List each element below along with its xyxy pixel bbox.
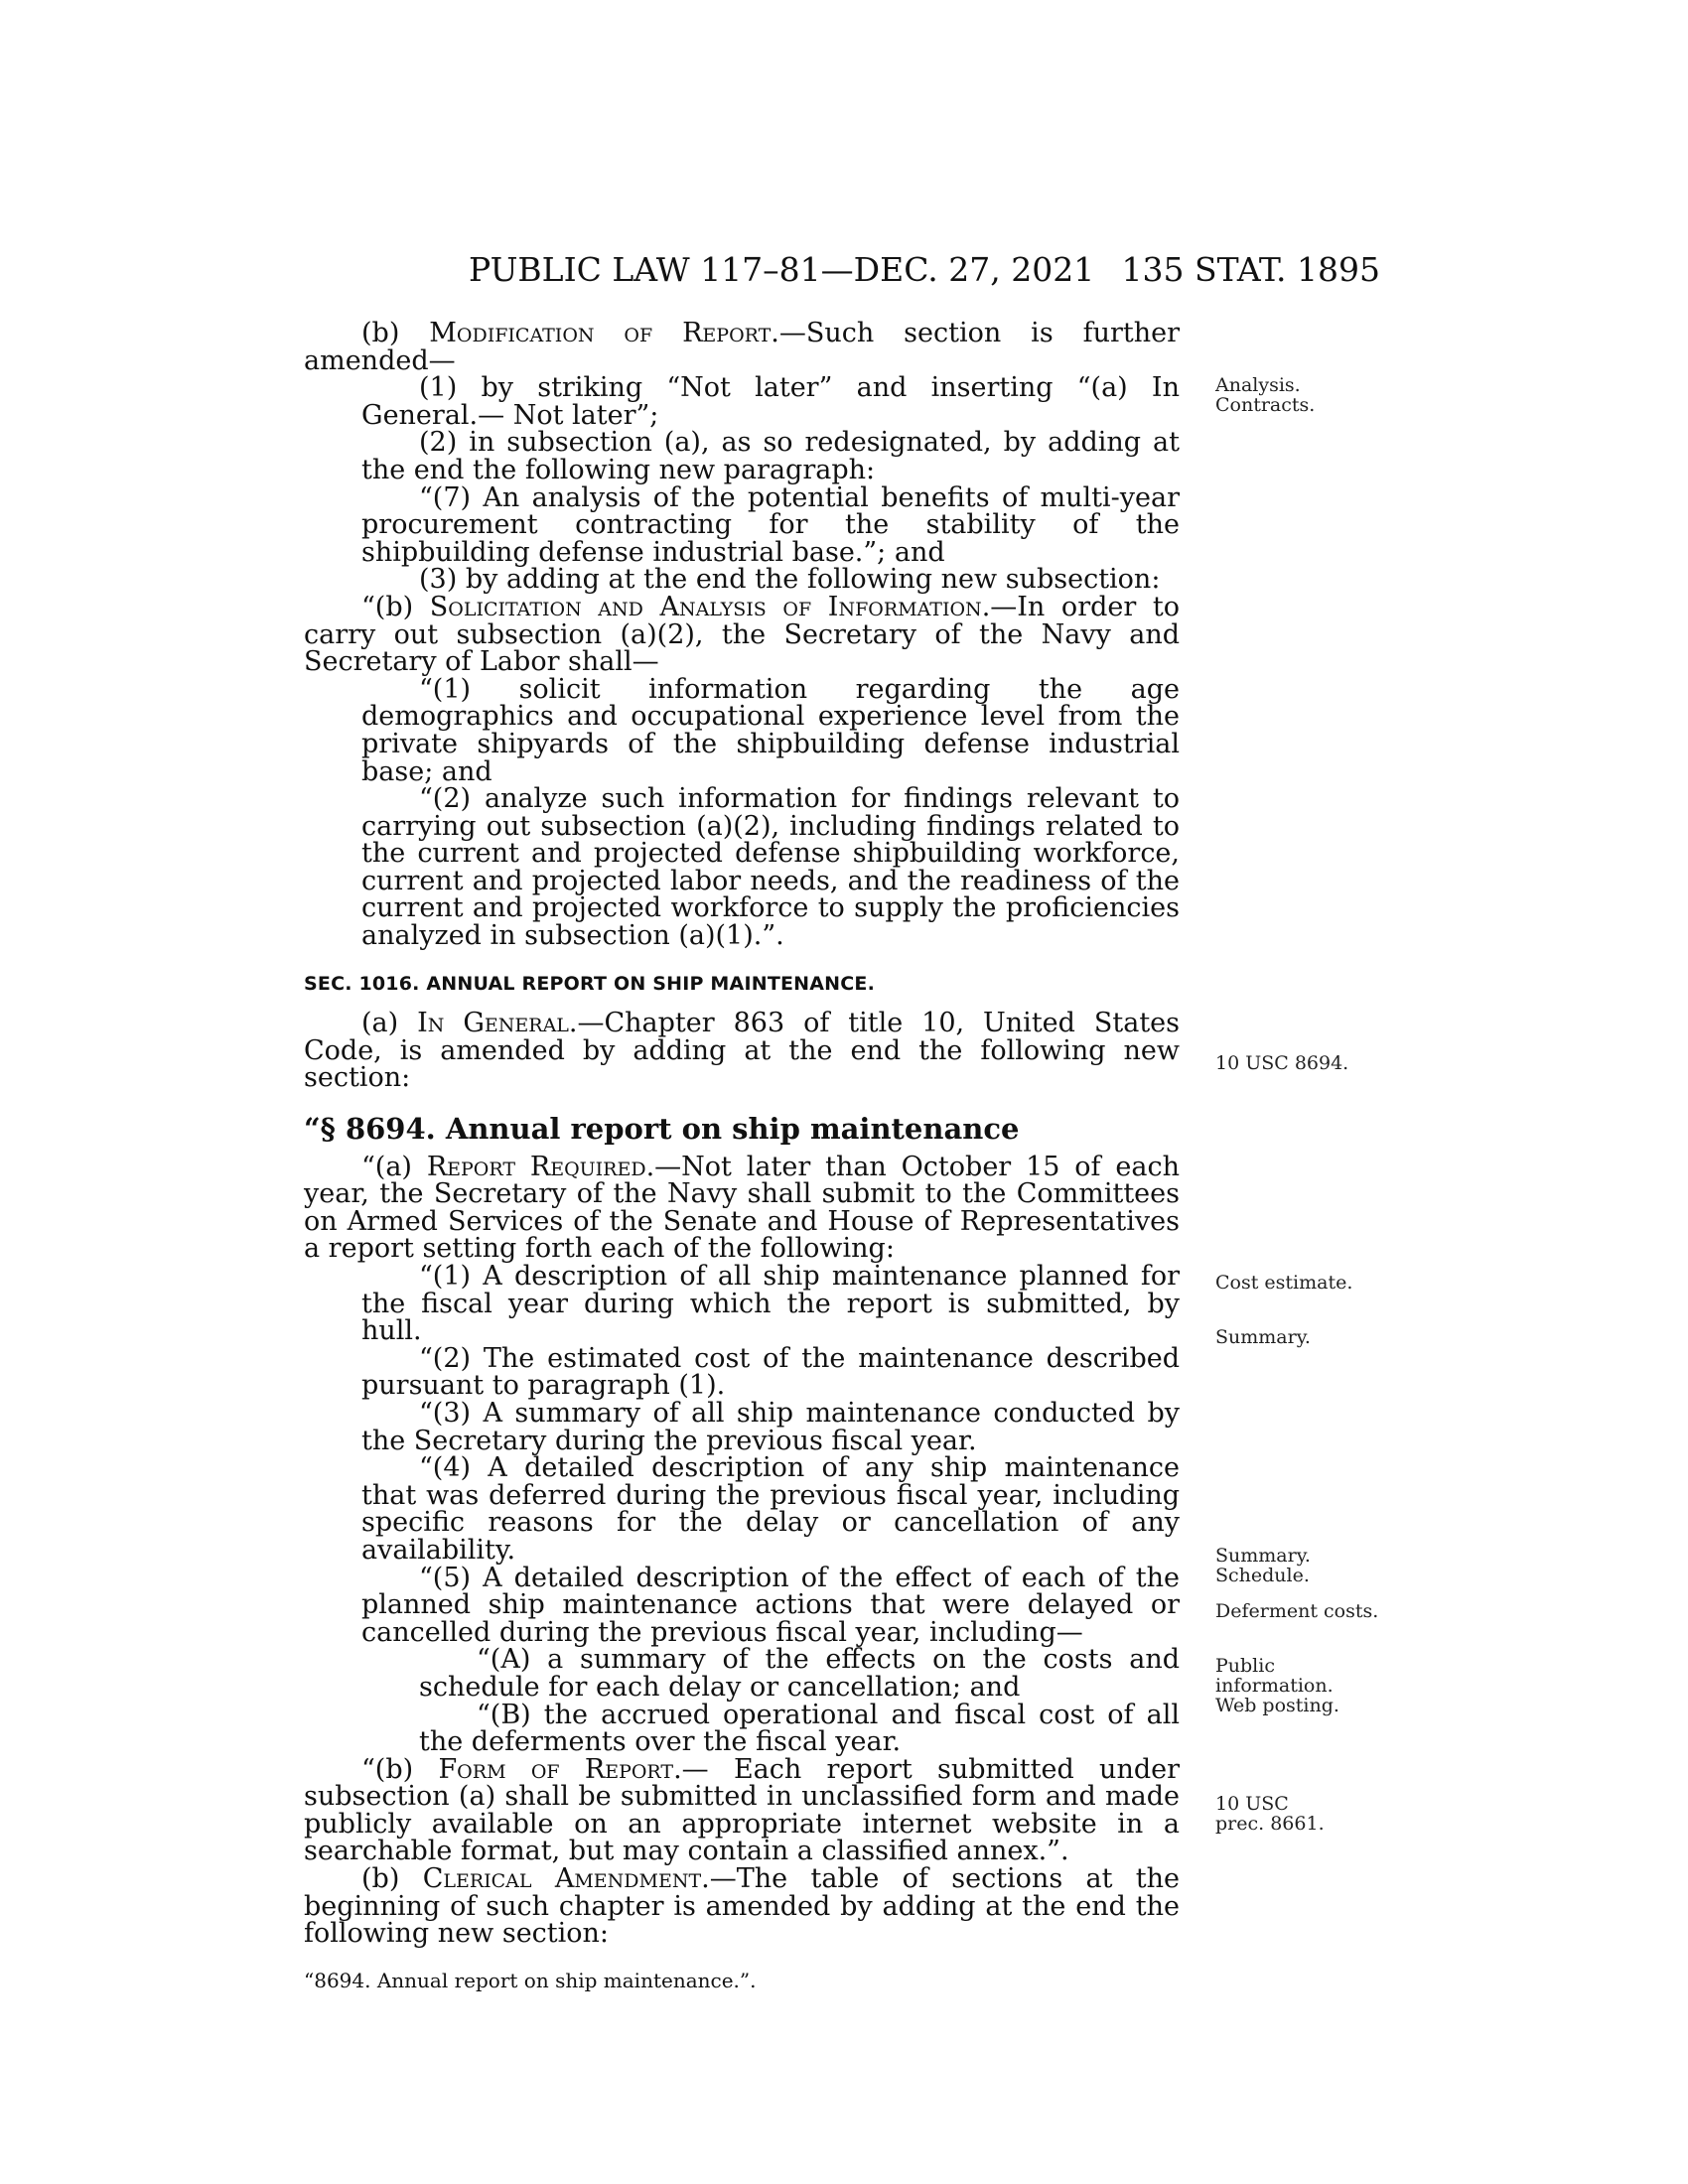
report-item-1: “(1) A description of all ship maintenance planned for the fiscal year during which the report is submitted, by hull. (361, 1261, 1180, 1347)
paragraph-a-general: (a) In General.—Chapter 863 of title 10, United States Code, is amended by adding at the end the following new section: (304, 1008, 1180, 1094)
margin-note-summary: Summary. (1215, 1326, 1311, 1348)
margin-note-web-posting: Web posting. (1215, 1695, 1339, 1716)
margin-note-public: Public (1215, 1655, 1275, 1677)
report-item-3: “(3) A summary of all ship maintenance conducted by the Secretary during the previous fiscal year. (361, 1397, 1180, 1456)
heading-modification-of-report: Modification of Report (429, 318, 772, 348)
quoted-b-1: “(1) solicit information regarding the age demographics and occupational experience level from the private shipyards of the shipbuilding defense industrial base; and (361, 673, 1180, 787)
quoted-b-2: “(2) analyze such information for findings relevant to carrying out subsection (a)(2), including findings related to the current and projected defense shipbuilding workforce, current and projected labor needs, and the readiness of the current and projected workforce to supply the proficiencies analyzed in subsection (a)(1).”. (361, 783, 1180, 952)
quoted-subsection-b: “(b) Solicitation and Analysis of Information.—In order to carry out subsection (a)(2), the Secretary of the Navy and Secretary of Labor shall— (304, 591, 1180, 678)
margin-note-usc-8694: 10 USC 8694. (1215, 1052, 1349, 1074)
heading-solicitation: Solicitation and Analysis of Information (429, 591, 982, 622)
heading-report-required: Report Required (426, 1151, 646, 1182)
margin-note-analysis: Analysis. (1215, 374, 1301, 396)
heading-clerical-amendment: Clerical Amendment (422, 1863, 702, 1895)
heading-form-of-report: Form of Report (438, 1753, 674, 1785)
running-head-title: PUBLIC LAW 117–81—DEC. 27, 2021 (469, 250, 1095, 289)
item-3: (3) by adding at the end the following new subsection: (419, 564, 1161, 596)
margin-note-10-usc: 10 USC (1215, 1793, 1289, 1815)
report-item-2: “(2) The estimated cost of the maintenance described pursuant to paragraph (1). (361, 1342, 1180, 1402)
form-of-report: “(b) Form of Report.— Each report submitted under subsection (a) shall be submitted in unclassified form and made publicly available on an appropriate internet website in a searchable format, but may contain a classified annex.”. (304, 1753, 1180, 1867)
quoted-paragraph-7: “(7) An analysis of the potential benefits of multi-year procurement contracting for the stability of the shipbuilding defense industrial base.”; and (361, 481, 1180, 568)
report-item-B: “(B) the accrued operational and fiscal cost of all the deferments over the fiscal year. (419, 1699, 1180, 1758)
new-section-title: “§ 8694. Annual report on ship maintenance (304, 1112, 1020, 1147)
document-body (304, 320, 1180, 1994)
page-number: 135 STAT. 1895 (1121, 250, 1380, 289)
table-of-sections-entry: “8694. Annual report on ship maintenance.”. (304, 1968, 757, 1992)
margin-note-cost-estimate: Cost estimate. (1215, 1272, 1353, 1294)
item-2: (2) in subsection (a), as so redesignated, by adding at the end the following new paragraph: (361, 427, 1180, 485)
section-heading: SEC. 1016. ANNUAL REPORT ON SHIP MAINTENANCE. (304, 972, 876, 995)
report-item-4: “(4) A detailed description of any ship maintenance that was deferred during the previous fiscal year, including specific reasons for the delay or cancellation of any availability. (361, 1452, 1180, 1566)
heading-in-general: In General (417, 1008, 569, 1039)
margin-note-summary-2: Summary. (1215, 1545, 1311, 1567)
margin-note-deferment-costs: Deferment costs. (1215, 1600, 1379, 1622)
margin-note-prec: prec. 8661. (1215, 1813, 1325, 1835)
report-item-A: “(A) a summary of the effects on the costs and schedule for each delay or cancellation; and (419, 1644, 1180, 1703)
report-required: “(a) Report Required.—Not later than October 15 of each year, the Secretary of the Navy shall submit to the Committees on Armed Services of the Senate and House of Representatives a report setting forth each of the following: (304, 1151, 1180, 1265)
paragraph-b-modification: (b) Modification of Report.—Such section is further amended— (304, 318, 1180, 376)
clerical-amendment: (b) Clerical Amendment.—The table of sections at the beginning of such chapter is amended by adding at the end the following new section: (304, 1863, 1181, 1950)
margin-note-schedule: Schedule. (1215, 1565, 1310, 1586)
margin-note-contracts: Contracts. (1215, 394, 1316, 416)
report-item-5: “(5) A detailed description of the effect of each of the planned ship maintenance actions that were delayed or cancelled during the previous fiscal year, including— (361, 1562, 1180, 1648)
margin-note-information: information. (1215, 1675, 1334, 1697)
item-1: (1) by striking “Not later” and inserting “(a) In General.— Not later”; (361, 372, 1180, 431)
